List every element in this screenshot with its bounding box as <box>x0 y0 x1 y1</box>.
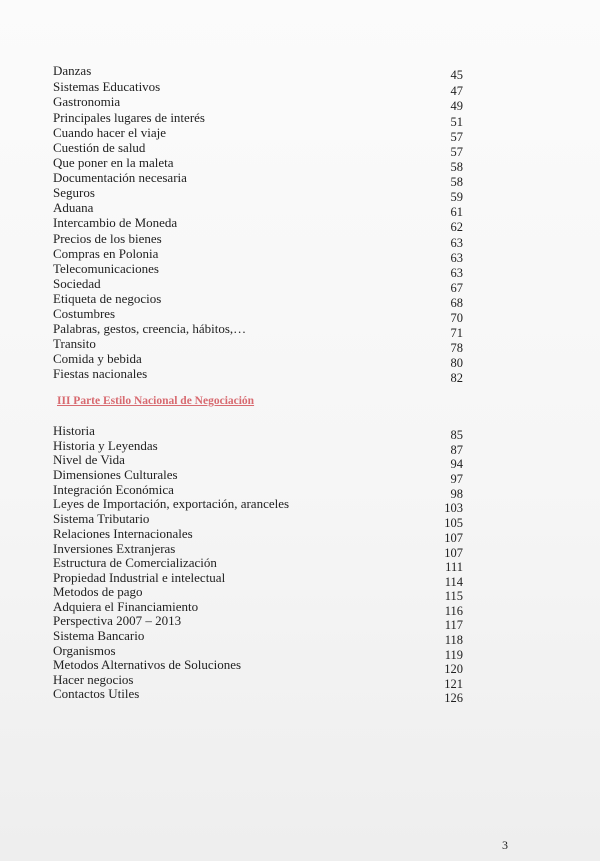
toc-entry-title: Integración Económica <box>53 482 174 497</box>
toc-entry-title: Gastronomia <box>53 94 121 109</box>
toc-entry-page: 97 <box>450 472 463 486</box>
toc-entry-page: 85 <box>450 428 463 442</box>
toc-entry-page: 120 <box>444 662 463 676</box>
toc-entry-page: 59 <box>450 190 463 204</box>
toc-entry[interactable] <box>53 64 463 80</box>
toc-entry-title: Sistema Bancario <box>53 628 145 643</box>
toc-entry-title: Historia <box>53 423 95 438</box>
toc-entry-page: 67 <box>450 281 463 295</box>
toc-entry-title: Sistema Tributario <box>53 511 150 526</box>
toc-entry-page: 71 <box>450 326 463 340</box>
toc-entry-page: 114 <box>444 575 463 589</box>
toc-entry-title: Dimensiones Culturales <box>53 467 178 482</box>
toc-entry-title: Comida y bebida <box>53 351 142 366</box>
toc-entry-title: Danzas <box>53 63 92 78</box>
toc-entry-page: 115 <box>444 589 463 603</box>
toc-entry-title: Sociedad <box>53 276 101 291</box>
page-number: 3 <box>502 838 508 852</box>
toc-entry[interactable] <box>53 95 463 111</box>
toc-entry-page: 87 <box>450 443 463 457</box>
toc-entry-page: 63 <box>450 236 463 250</box>
toc-entry-page: 116 <box>444 604 463 618</box>
toc-entry-title: Fiestas nacionales <box>53 366 148 381</box>
toc-entry-title: Inversiones Extranjeras <box>53 541 176 556</box>
toc-entry-title: Transito <box>53 336 96 351</box>
toc-entry-page: 57 <box>450 145 463 159</box>
toc-entry-title: Telecomunicaciones <box>53 261 159 276</box>
toc-entry-title: Historia y Leyendas <box>53 438 158 453</box>
toc-entry-page: 80 <box>450 356 463 370</box>
toc-entry-page: 117 <box>444 618 463 632</box>
toc-entry[interactable] <box>53 171 463 187</box>
toc-entry-page: 121 <box>444 677 463 691</box>
toc-entry-title: Nivel de Vida <box>53 452 125 467</box>
toc-entry-title: Propiedad Industrial e intelectual <box>53 570 226 585</box>
toc-entry-title: Palabras, gestos, creencia, hábitos,… <box>53 321 247 336</box>
toc-entry-title: Intercambio de Moneda <box>53 215 178 230</box>
toc-entry-title: Perspectiva 2007 – 2013 <box>53 613 182 628</box>
toc-entry-page: 51 <box>450 115 463 129</box>
toc-entry-title: Relaciones Internacionales <box>53 526 193 541</box>
toc-entry-title: Organismos <box>53 643 116 658</box>
toc-entry-page: 107 <box>444 531 463 545</box>
toc-entry-page: 105 <box>444 516 463 530</box>
toc-entry-title: Precios de los bienes <box>53 231 162 246</box>
toc-entry-title: Que poner en la maleta <box>53 155 174 170</box>
toc-entry-page: 62 <box>450 220 463 234</box>
toc-entry-page: 126 <box>444 691 463 705</box>
toc-entry-page: 70 <box>450 311 463 325</box>
toc-entry-page: 98 <box>450 487 463 501</box>
toc-entry-title: Aduana <box>53 200 94 215</box>
toc-entry-page: 63 <box>450 266 463 280</box>
toc-entry-page: 68 <box>450 296 463 310</box>
toc-entry-title: Hacer negocios <box>53 672 134 687</box>
toc-entry-page: 58 <box>450 160 463 174</box>
toc-entry[interactable] <box>53 322 463 338</box>
toc-entry-title: Adquiera el Financiamiento <box>53 599 199 614</box>
toc-entry-title: Cuando hacer el viaje <box>53 125 166 140</box>
toc-entry[interactable] <box>53 367 463 383</box>
toc-entry-page: 82 <box>450 371 463 385</box>
toc-entry-title: Sistemas Educativos <box>53 79 161 94</box>
toc-entry-title: Compras en Polonia <box>53 246 159 261</box>
toc-entry-page: 103 <box>444 501 463 515</box>
toc-entry-page: 78 <box>450 341 463 355</box>
section-heading[interactable]: III Parte Estilo Nacional de Negociación <box>57 395 255 407</box>
toc-entry[interactable] <box>53 216 463 232</box>
toc-entry-page: 119 <box>444 648 463 662</box>
toc-entry-page: 94 <box>450 457 463 471</box>
toc-entry-page: 107 <box>444 546 463 560</box>
toc-entry-page: 118 <box>444 633 463 647</box>
toc-entry-title: Seguros <box>53 185 95 200</box>
toc-entry-page: 49 <box>450 99 463 113</box>
toc-entry-page: 63 <box>450 251 463 265</box>
toc-entry-title: Principales lugares de interés <box>53 110 205 125</box>
toc-entry[interactable] <box>53 186 463 202</box>
toc-entry-title: Etiqueta de negocios <box>53 291 162 306</box>
toc-entry-title: Contactos Utiles <box>53 686 140 701</box>
toc-entry-title: Metodos de pago <box>53 584 143 599</box>
toc-entry-title: Cuestión de salud <box>53 140 146 155</box>
toc-entry-page: 61 <box>450 205 463 219</box>
toc-entry-page: 47 <box>450 84 463 98</box>
toc-entry-title: Leyes de Importación, exportación, aranceles <box>53 496 290 511</box>
toc-entry-page: 45 <box>450 68 463 82</box>
toc-entry-title: Metodos Alternativos de Soluciones <box>53 657 242 672</box>
toc-entry-title: Costumbres <box>53 306 116 321</box>
toc-entry[interactable] <box>53 687 463 703</box>
toc-entry-page: 57 <box>450 130 463 144</box>
toc-entry-title: Documentación necesaria <box>53 170 187 185</box>
toc-entry-title: Estructura de Comercialización <box>53 555 217 570</box>
toc-entry[interactable] <box>53 262 463 278</box>
toc-entry-page: 58 <box>450 175 463 189</box>
toc-entry-page: 111 <box>445 560 463 574</box>
